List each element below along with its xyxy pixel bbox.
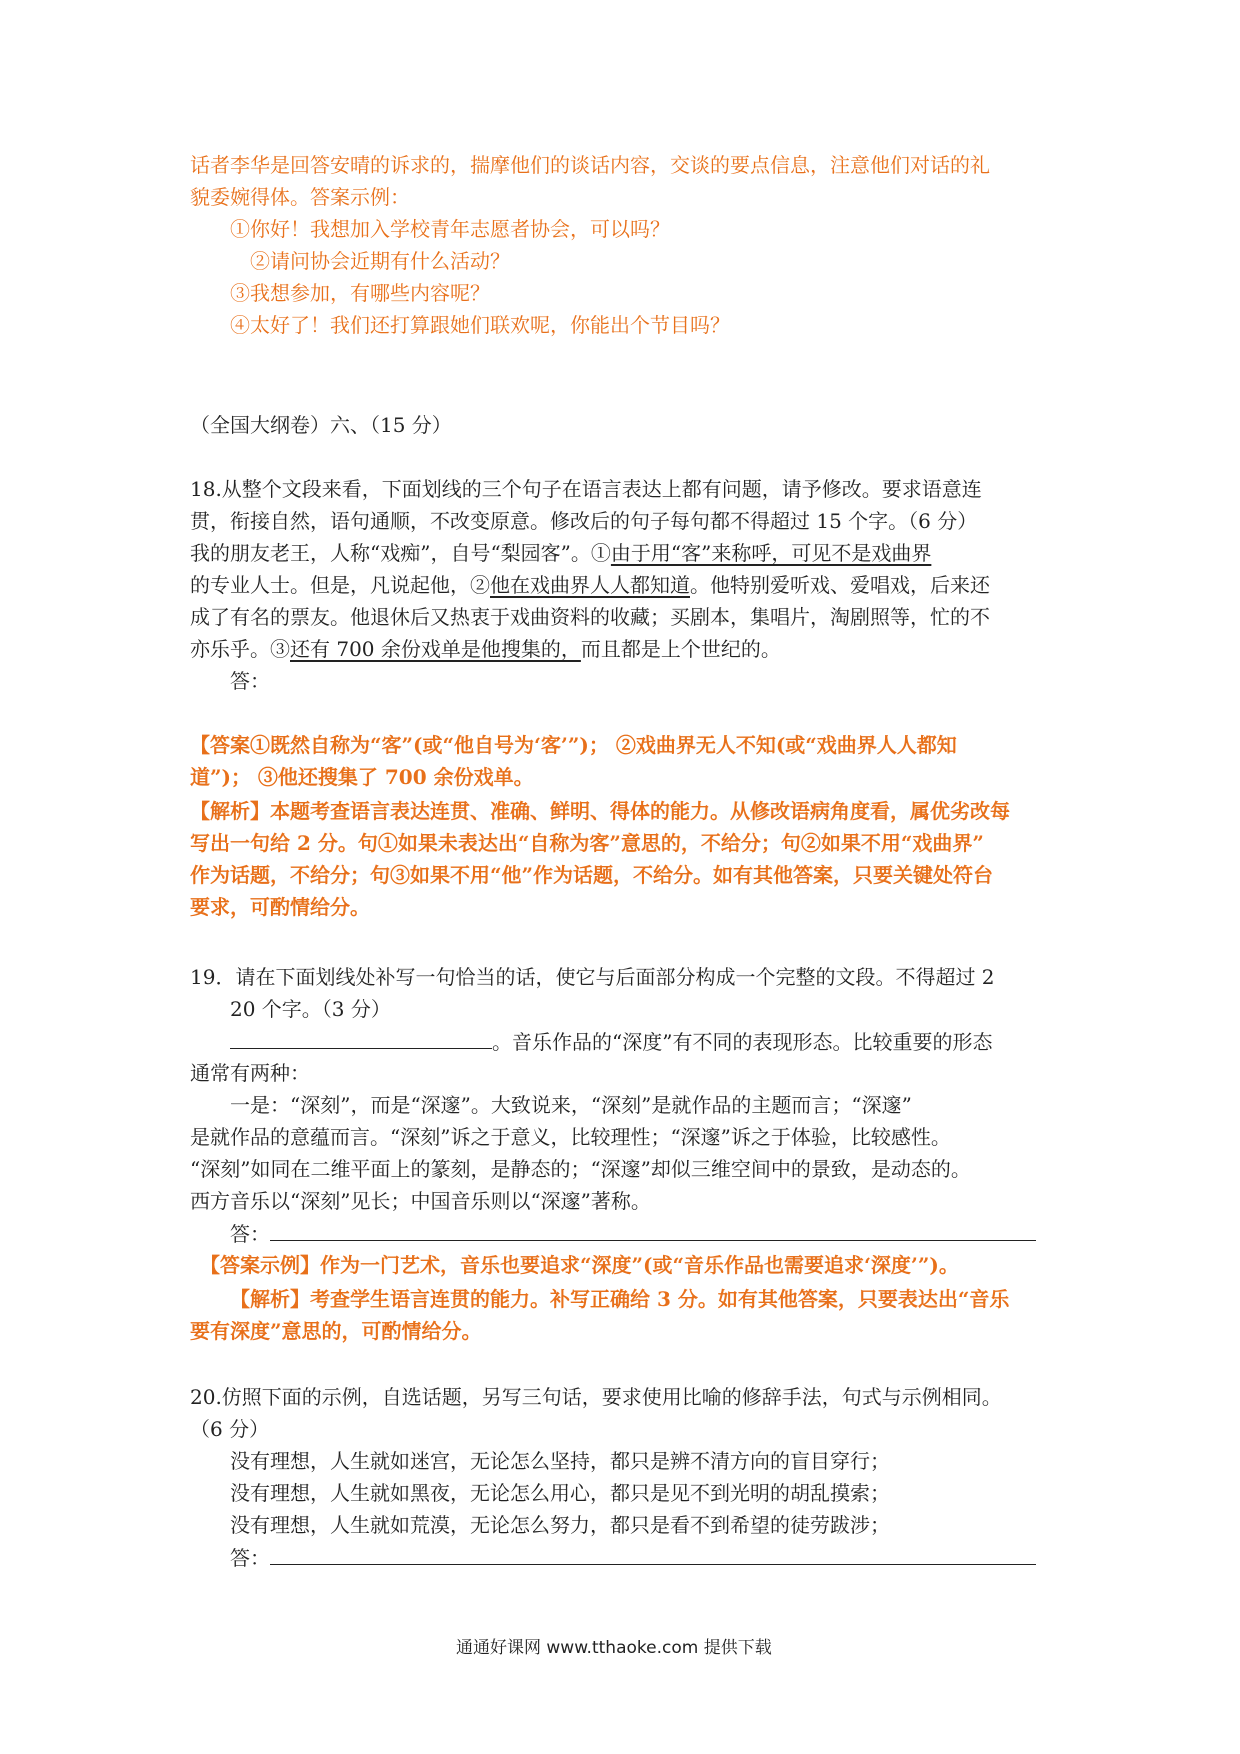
q18-line-3 [190, 538, 931, 568]
q18-line-6 [190, 634, 781, 664]
q19-explain-line-1: 【解析】考查学生语言连贯的能力。补写正确给 3 分。如有其他答案，只要表达出“音乐 [230, 1287, 1010, 1311]
q20-answer-line[interactable] [270, 1542, 1036, 1565]
q19-line-6: 是就作品的意蕴而言。“深刻”诉之于意义，比较理性；“深邃”诉之于体验，比较感性。 [190, 1125, 951, 1149]
q20-example-3: 没有理想，人生就如荒漠，无论怎么努力，都只是看不到希望的徒劳跋涉； [230, 1513, 890, 1537]
q19-explain-line-2: 要有深度”意思的，可酌情给分。 [190, 1319, 482, 1343]
intro-answer-2: ②请问协会近期有什么活动？ [250, 249, 510, 273]
q19-line-8: 西方音乐以“深刻”见长；中国音乐则以“深邃”著称。 [190, 1189, 651, 1213]
q20-answer-row [230, 1542, 1036, 1573]
q18-line-6-text-b: 而且都是上个世纪的。 [580, 637, 781, 661]
q19-answer-row [230, 1218, 1036, 1249]
q18-underlined-sentence-2: 他在戏曲界人人都知道 [490, 573, 690, 597]
intro-answer-1: ①你好！我想加入学校青年志愿者协会，可以吗？ [230, 217, 670, 241]
q19-answer-line[interactable] [270, 1218, 1036, 1241]
intro-answer-3: ③我想参加，有哪些内容呢？ [230, 281, 490, 305]
q19-line-4: 通常有两种： [190, 1061, 310, 1085]
q18-answer-line-2: 道”)； ③他还搜集了 700 余份戏单。 [190, 765, 534, 789]
q18-line-3-text: 我的朋友老王，人称“戏痴”，自号“梨园客”。① [190, 541, 611, 565]
q19-fill-blank[interactable] [230, 1026, 492, 1049]
q20-answer-label: 答： [230, 1546, 270, 1570]
q20-example-2: 没有理想，人生就如黑夜，无论怎么用心，都只是见不到光明的胡乱摸索； [230, 1481, 890, 1505]
q18-line-6-text-a: 亦乐乎。③ [190, 637, 290, 661]
q18-line-4 [190, 570, 990, 600]
q19-answer-label: 答： [230, 1222, 270, 1246]
intro-line-1: 话者李华是回答安晴的诉求的，揣摩他们的谈话内容，交谈的要点信息，注意他们对话的礼 [190, 153, 990, 177]
q18-explain-line-2: 写出一句给 2 分。句①如果未表达出“自称为客”意思的，不给分；句②如果不用“戏曲界” [190, 831, 984, 855]
q18-underlined-sentence-1: 由于用“客”来称呼，可见不是戏曲界 [610, 541, 932, 565]
intro-line-2: 貌委婉得体。答案示例： [190, 185, 410, 209]
q20-line-1: 20.仿照下面的示例，自选话题，另写三句话，要求使用比喻的修辞手法，句式与示例相同。 [190, 1385, 1002, 1409]
q19-line-5: 一是：“深刻”，而是“深邃”。大致说来，“深刻”是就作品的主题而言；“深邃” [230, 1093, 912, 1117]
q19-line-1: 19．请在下面划线处补写一句恰当的话，使它与后面部分构成一个完整的文段。不得超过 2 [190, 965, 995, 989]
q19-line-7: “深刻”如同在二维平面上的篆刻，是静态的；“深邃”却似三维空间中的景致，是动态的。 [190, 1157, 971, 1181]
q20-example-1: 没有理想，人生就如迷宫，无论怎么坚持，都只是辨不清方向的盲目穿行； [230, 1449, 890, 1473]
q18-explain-line-3: 作为话题，不给分；句③如果不用“他”作为话题，不给分。如有其他答案，只要关键处符台 [190, 863, 994, 887]
q18-explain-line-1: 【解析】本题考查语言表达连贯、准确、鲜明、得体的能力。从修改语病角度看，属优劣改每 [190, 799, 1010, 823]
q18-underlined-sentence-3: 还有 700 余份戏单是他搜集的， [290, 637, 581, 661]
q19-answer-example: 【答案示例】作为一门艺术，音乐也要追求“深度”(或“音乐作品也需要追求‘深度’”)。 [200, 1253, 959, 1277]
q18-line-5: 成了有名的票友。他退休后又热衷于戏曲资料的收藏；买剧本，集唱片，淘剧照等，忙的不 [190, 605, 990, 629]
q20-line-2: （6 分） [190, 1417, 270, 1441]
q19-line-3-text: 。音乐作品的“深度”有不同的表现形态。比较重要的形态 [492, 1030, 993, 1054]
q18-line-4-text-b: 。他特别爱听戏、爱唱戏，后来还 [690, 573, 990, 597]
q18-explain-line-4: 要求，可酌情给分。 [190, 895, 370, 919]
footer-credit: 通通好课网 www.tthaoke.com 提供下载 [456, 1638, 772, 1658]
q18-answer-label: 答： [230, 669, 270, 693]
q18-answer-line-1: 【答案①既然自称为“客”(或“他自号为‘客’”)； ②戏曲界无人不知(或“戏曲界人人都知 [190, 733, 957, 757]
intro-answer-4: ④太好了！我们还打算跟她们联欢呢，你能出个节目吗？ [230, 313, 730, 337]
q18-line-2: 贯，衔接自然，语句通顺，不改变原意。修改后的句子每句都不得超过 15 个字。（6 分） [190, 509, 978, 533]
q18-line-1: 18.从整个文段来看，下面划线的三个句子在语言表达上都有问题，请予修改。要求语意连 [190, 477, 982, 501]
q19-line-3 [230, 1026, 992, 1057]
q19-line-2: 20 个字。（3 分） [230, 997, 391, 1021]
q18-line-4-text-a: 的专业人士。但是，凡说起他，② [190, 573, 490, 597]
section-title: （全国大纲卷）六、（15 分） [190, 413, 452, 437]
